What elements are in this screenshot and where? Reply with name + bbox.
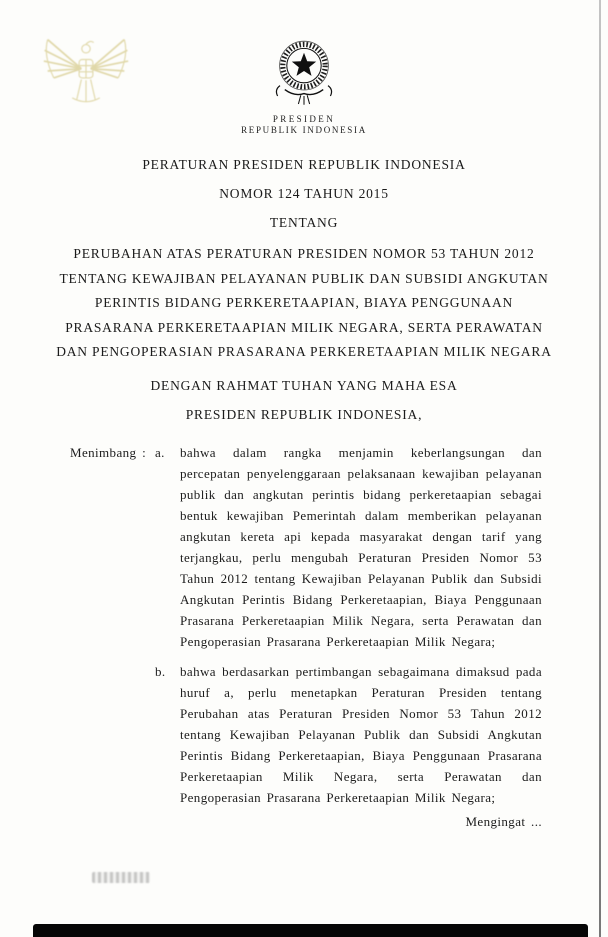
scan-smudge [92, 872, 150, 883]
item-b-marker: b. [155, 663, 166, 679]
authority-line: PRESIDEN REPUBLIK INDONESIA, [185, 406, 423, 422]
tentang-label: TENTANG [269, 215, 339, 230]
item-a-text: bahwa dalam rangka menjamin keberlangsungan dan percepatan penyelenggaraan pelaksanaan kewajiban pelayanan publik dan angkutan perintis bidang perkeretaapian sebagai bentuk kewajiban Pemerintah dalam memberikan pelayanan angkutan kereta api kepada masyarakat dengan tarif yang terjangkau, perlu mengubah Peraturan Presiden Nomor 53 Tahun 2012 tentang Kewajiban Pelayanan Publik dan Subsidi Angkutan Perintis Bidang Perkeretaapian, Biaya Penggunaan Prasarana Perkeretaapian Milik Negara, serta Perawatan dan Pengoperasian Prasarana Perkeretaapian Milik Negara; [180, 444, 542, 649]
scan-edge-bottom [33, 924, 588, 937]
regulation-subject: PERUBAHAN ATAS PERATURAN PRESIDEN NOMOR 53 TAHUN 2012 TENTANG KEWAJIBAN PELAYANAN PUBLIK DAN SUBSIDI ANGKUTAN PERINTIS BIDANG PERKERETAAPIAN, BIAYA PENGGUNAAN PRASARANA PERKERETAAPIAN MILIK NEGARA, SERTA PERAWATAN DAN PENGOPERASIAN PRASARANA PERKERETAAPIAN MILIK NEGARA [56, 246, 552, 359]
presidential-seal-icon [264, 28, 344, 112]
item-b-text: bahwa berdasarkan pertimbangan sebagaimana dimaksud pada huruf a, perlu menetapkan Peraturan Presiden tentang Perubahan atas Peraturan Presiden Nomor 53 Tahun 2012 tentang Kewajiban Pelayanan Publik dan Subsidi Angkutan Perintis Bidang Perkeretaapian, Biaya Penggunaan Prasarana Perkeretaapian Milik Negara, serta Perawatan dan Pengoperasian Prasarana Perkeretaapian Milik Negara; [180, 663, 542, 805]
regulation-number: NOMOR 124 TAHUN 2015 [219, 186, 389, 201]
consideration-item-b [70, 661, 542, 808]
menimbang-label: Menimbang : [70, 444, 147, 460]
letterhead-line1: PRESIDEN [272, 114, 336, 124]
garuda-gold-watermark-icon [40, 28, 132, 119]
letterhead-line2: REPUBLIK INDONESIA [241, 125, 367, 135]
consideration-item-a [70, 442, 542, 652]
item-a-marker: a. [155, 444, 165, 460]
invocation-line: DENGAN RAHMAT TUHAN YANG MAHA ESA [150, 377, 458, 393]
considerations-section [0, 442, 608, 832]
catchword-mengingat: Mengingat ... [465, 813, 542, 829]
scan-edge-right [599, 0, 601, 937]
regulation-title: PERATURAN PRESIDEN REPUBLIK INDONESIA [142, 157, 466, 172]
